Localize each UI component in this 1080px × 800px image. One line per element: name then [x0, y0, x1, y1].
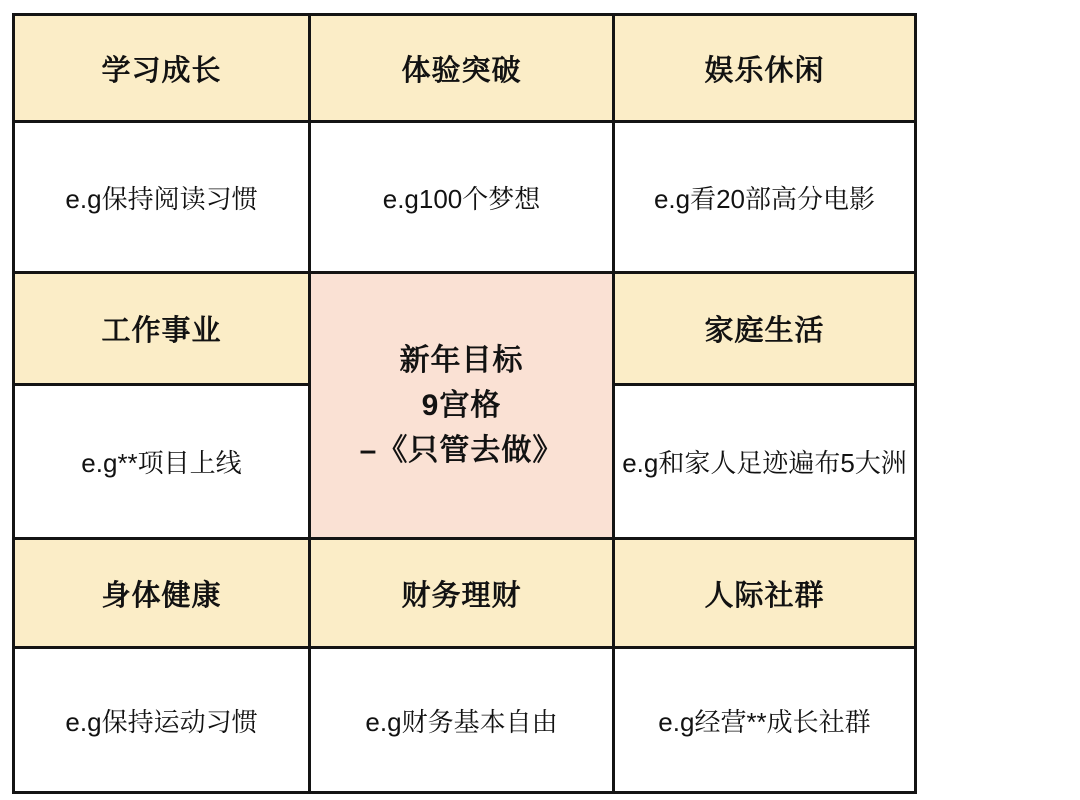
- category-header-experience-breakthrough: [311, 16, 612, 120]
- category-header-work-career: [15, 274, 308, 383]
- category-header-label: 家庭生活: [704, 315, 825, 347]
- category-header-learning-growth: [15, 16, 308, 120]
- example-text: e.g保持运动习惯: [65, 706, 258, 737]
- nine-square-goal-grid: [12, 13, 917, 794]
- category-header-entertainment-leisure: [615, 16, 914, 120]
- example-text: e.g**项目上线: [81, 448, 242, 478]
- example-cell-social-community: [615, 649, 914, 791]
- category-header-label: 人际社群: [704, 579, 825, 612]
- category-header-label: 身体健康: [101, 579, 222, 612]
- example-cell-physical-health: [15, 649, 308, 791]
- category-header-label: 工作事业: [101, 315, 222, 347]
- example-cell-family-life: [615, 386, 914, 537]
- category-header-label: 财务理财: [401, 579, 522, 612]
- category-header-physical-health: [15, 540, 308, 646]
- center-title-line-3: –《只管去做》: [359, 434, 564, 467]
- center-title-cell: [311, 274, 612, 537]
- category-header-label: 娱乐休闲: [704, 54, 825, 87]
- example-cell-experience-breakthrough: [311, 123, 612, 271]
- center-title-line-1: 新年目标: [399, 344, 524, 377]
- example-text: e.g经营**成长社群: [658, 706, 871, 737]
- example-text: e.g保持阅读习惯: [65, 183, 258, 214]
- example-cell-entertainment-leisure: [615, 123, 914, 271]
- category-header-label: 体验突破: [401, 54, 522, 87]
- category-header-label: 学习成长: [101, 54, 222, 87]
- example-text: e.g100个梦想: [382, 183, 541, 214]
- example-text: e.g财务基本自由: [365, 706, 558, 737]
- category-header-finance-investment: [311, 540, 612, 646]
- example-cell-learning-growth: [15, 123, 308, 271]
- category-header-social-community: [615, 540, 914, 646]
- example-cell-work-career: [15, 386, 308, 537]
- example-cell-finance-investment: [311, 649, 612, 791]
- category-header-family-life: [615, 274, 914, 383]
- center-title-line-2: 9宫格: [421, 389, 502, 422]
- example-text: e.g看20部高分电影: [653, 183, 876, 214]
- example-text: e.g和家人足迹遍布5大洲: [622, 448, 907, 478]
